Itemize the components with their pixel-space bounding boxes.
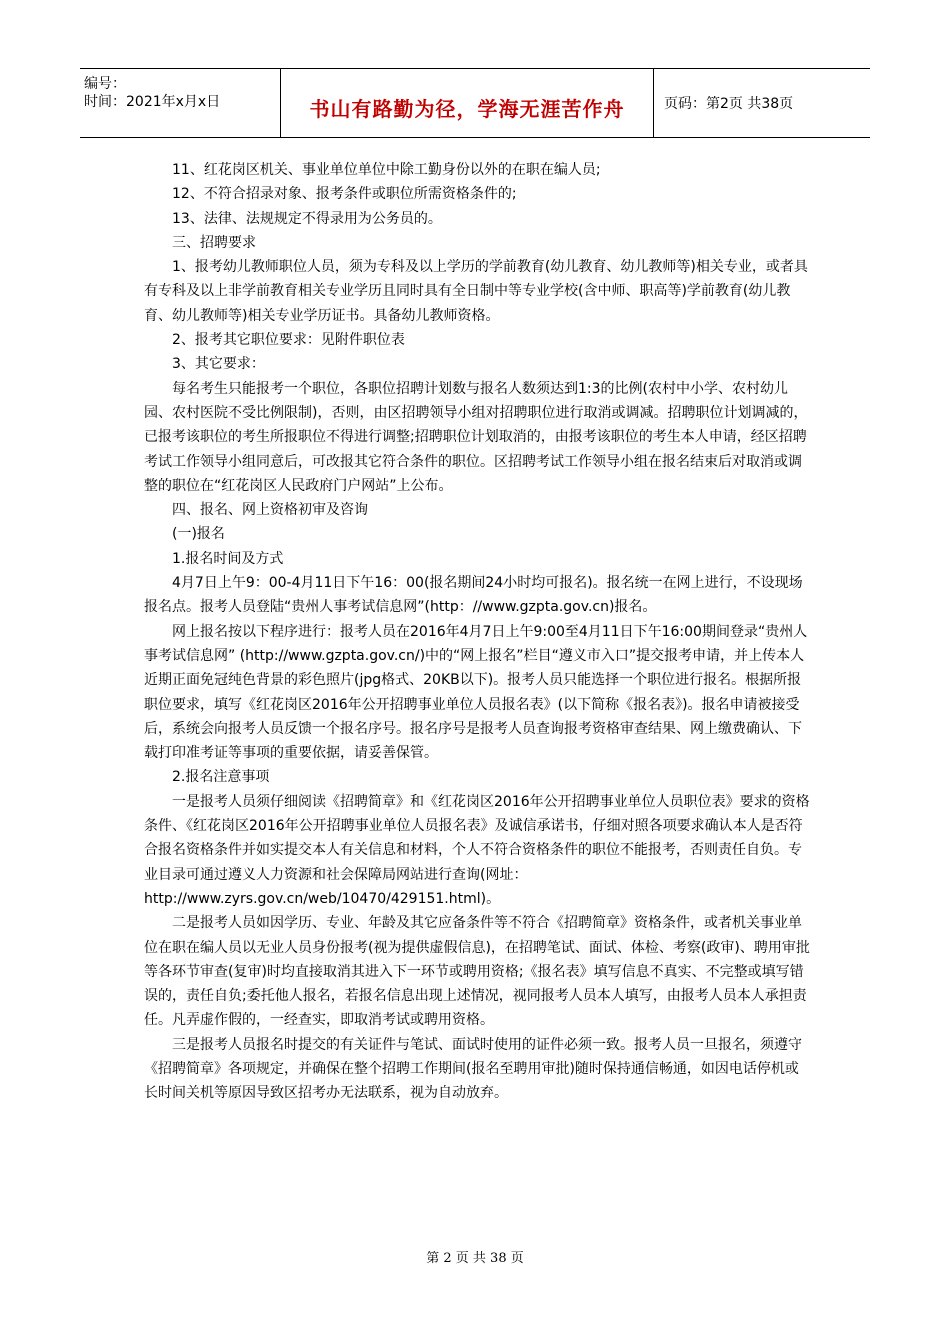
paragraph: 3、其它要求： <box>172 356 265 373</box>
paragraph: 11、红花岗区机关、事业单位单位中除工勤身份以外的在职在编人员; <box>172 162 601 178</box>
header-left-cell <box>80 69 281 137</box>
doc-time-label: 时间：2021年x月x日 <box>84 94 221 110</box>
paragraph: 2、报考其它职位要求：见附件职位表 <box>172 332 405 349</box>
header-page-info: 页码：第2页 共38页 <box>664 96 794 112</box>
header-motto: 书山有路勤为径，学海无涯苦作舟 <box>309 97 625 121</box>
paragraph: 一是报考人员须仔细阅读《招聘简章》和《红花岗区2016年公开招聘事业单位人员职位表》要求的资格条件、《红花岗区2016年公开招聘事业单位人员报名表》及诚信承诺书，仔细对照各项要求确认本人是否符合报名资格条件并如实提交本人有关信息和材料，个人不符合资格条件的职位不能报考，否则责任自负。专业目录可通过遵义人力资源和社会保障局网站进行查询(网址：http://www.zyrs.gov.cn/web/10470/429151.html)。 <box>144 793 810 907</box>
document-body <box>144 158 812 1106</box>
section-heading: 四、报名、网上资格初审及咨询 <box>172 502 368 519</box>
subsection-heading: (一)报名 <box>172 526 225 543</box>
paragraph: 1、报考幼儿教师职位人员，须为专科及以上学历的学前教育(幼儿教育、幼儿教师等)相关专业，或者具有专科及以上非学前教育相关专业学历且同时具有全日制中等专业学校(含中师、职高等)学前教育(幼儿教育、幼儿教师等)相关专业学历证书。具备幼儿教师资格。 <box>144 259 808 324</box>
page-footer: 第 2 页 共 38 页 <box>426 1251 524 1266</box>
header-motto-cell <box>281 69 654 137</box>
subsection-heading: 2.报名注意事项 <box>172 769 270 786</box>
subsection-heading: 1.报名时间及方式 <box>172 550 284 567</box>
header-right-cell <box>654 69 870 137</box>
section-heading: 三、招聘要求 <box>172 234 256 251</box>
paragraph: 二是报考人员如因学历、专业、年龄及其它应备条件等不符合《招聘简章》资格条件，或者机关事业单位在职在编人员以无业人员身份报考(视为提供虚假信息)，在招聘笔试、面试、体检、考察(政审)、聘用审批等各环节审查(复审)时均直接取消其进入下一环节或聘用资格;《报名表》填写信息不真实、不完整或填写错误的，责任自负;委托他人报名，若报名信息出现上述情况，视同报考人员本人填写，由报考人员本人承担责任。凡弄虚作假的，一经查实，即取消考试或聘用资格。 <box>144 915 810 1029</box>
paragraph: 4月7日上午9：00-4月11日下午16：00(报名期间24小时均可报名)。报名统一在网上进行，不设现场报名点。报考人员登陆“贵州人事考试信息网”(http：//www.gzpta.gov.cn)报名。 <box>144 575 803 616</box>
paragraph: 网上报名按以下程序进行：报考人员在2016年4月7日上午9:00至4月11日下午16:00期间登录“贵州人事考试信息网” (http://www.gzpta.gov.cn/)中的“网上报名”栏目“遵义市入口”提交报考申请，并上传本人近期正面免冠纯色背景的彩色照片(jpg格式、20KB以下)。报考人员只能选择一个职位进行报名。根据所报职位要求，填写《红花岗区2016年公开招聘事业单位人员报名表》(以下简称《报名表》)。报名申请被接受后，系统会向报考人员反馈一个报名序号。报名序号是报考人员查询报考资格审查结果、网上缴费确认、下载打印准考证等事项的重要依据，请妥善保管。 <box>144 623 808 762</box>
paragraph: 三是报考人员报名时提交的有关证件与笔试、面试时使用的证件必须一致。报考人员一旦报名，须遵守《招聘简章》各项规定，并确保在整个招聘工作期间(报名至聘用审批)随时保持通信畅通，如因电话停机或长时间关机等原因导致区招考办无法联系，视为自动放弃。 <box>144 1036 802 1102</box>
page-header <box>80 68 870 138</box>
paragraph: 每名考生只能报考一个职位，各职位招聘计划数与报名人数须达到1:3的比例(农村中小学、农村幼儿园、农村医院不受比例限制)，否则，由区招聘领导小组对招聘职位进行取消或调减。招聘职位计划调减的，已报考该职位的考生所报职位不得进行调整;招聘职位计划取消的，由报考该职位的考生本人申请，经区招聘考试工作领导小组同意后，可改报其它符合条件的职位。区招聘考试工作领导小组在报名结束后对取消或调整的职位在“红花岗区人民政府门户网站”上公布。 <box>144 380 808 494</box>
doc-number-label: 编号： <box>84 76 126 92</box>
paragraph: 13、法律、法规规定不得录用为公务员的。 <box>172 210 442 227</box>
paragraph: 12、不符合招录对象、报考条件或职位所需资格条件的; <box>172 186 517 203</box>
